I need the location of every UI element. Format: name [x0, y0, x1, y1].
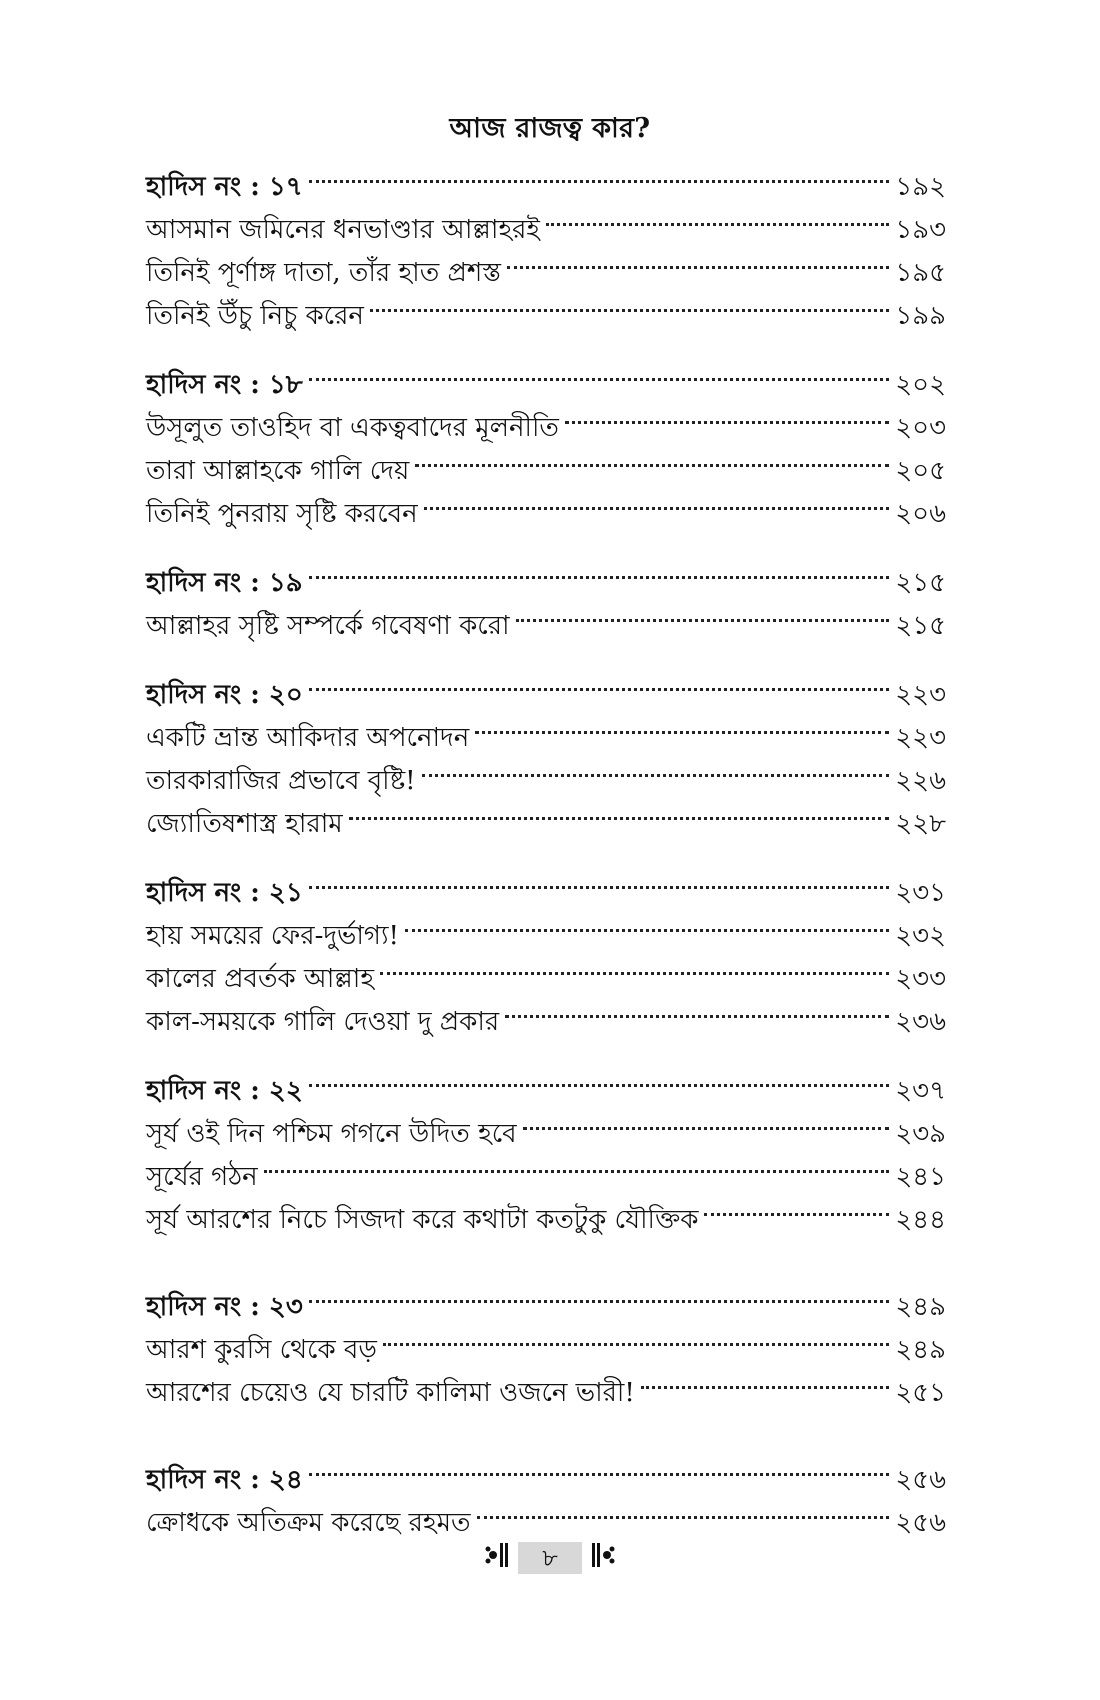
toc-page-number: ২৪৯ [895, 1292, 946, 1322]
toc-entry-label: তারকারাজির প্রভাবে বৃষ্টি! [146, 766, 416, 796]
toc-entry-label: সূর্য আরশের নিচে সিজদা করে কথাটা কতটুকু যৌক্তিক [146, 1205, 699, 1235]
toc-page-number: ১৯২ [895, 172, 946, 202]
toc-page-number: ২১৫ [895, 568, 946, 598]
toc-page-number: ২২৩ [895, 723, 946, 753]
toc-entry-label: তিনিই পুনরায় সৃষ্টি করবেন [146, 499, 418, 529]
ornament-left-icon [482, 1540, 512, 1576]
toc-entry-label: ক্রোধকে অতিক্রম করেছে রহমত [146, 1508, 471, 1538]
page-title: আজ রাজত্ব কার? [449, 113, 651, 144]
toc-entry-label: তিনিই উঁচু নিচু করেন [146, 301, 364, 331]
toc-heading-label: হাদিস নং : ১৭ [146, 172, 303, 202]
toc-page-number: ২০৩ [895, 413, 946, 443]
dot-leader [309, 1056, 890, 1099]
toc-heading[interactable] [146, 858, 946, 908]
dot-leader [349, 789, 890, 832]
toc-heading-label: হাদিস নং : ২৩ [146, 1292, 303, 1322]
page-footer [0, 1540, 1100, 1576]
dot-leader [370, 281, 889, 324]
toc-entry-label: জ্যোতিষশাস্ত্র হারাম [146, 809, 343, 839]
toc-entry[interactable] [146, 1185, 946, 1235]
toc-section [146, 152, 946, 331]
toc-entry-label: হায় সময়ের ফের-দুর্ভাগ্য! [146, 921, 399, 951]
dot-leader [565, 393, 889, 436]
toc-page-number: ২২৬ [895, 766, 946, 796]
toc-entry-label: তিনিই পূর্ণাঙ্গ দাতা, তাঁর হাত প্রশস্ত [146, 258, 501, 288]
dot-leader [507, 238, 889, 281]
toc-section [146, 858, 946, 1037]
dot-leader [641, 1358, 890, 1401]
toc-page-number: ১৯৯ [895, 301, 946, 331]
dot-leader [704, 1185, 889, 1228]
toc-entry-label: আসমান জমিনের ধনভাণ্ডার আল্লাহরই [146, 215, 540, 245]
dot-leader [383, 1315, 889, 1358]
toc-page-number: ২৩৩ [895, 964, 946, 994]
dot-leader [523, 1099, 890, 1142]
table-of-contents [146, 152, 946, 1538]
toc-heading[interactable] [146, 350, 946, 400]
toc-section [146, 548, 946, 641]
toc-page-number: ২৪৪ [895, 1205, 946, 1235]
toc-page-number: ২২৮ [895, 809, 946, 839]
dot-leader [415, 436, 889, 479]
toc-entry-label: উসূলুত তাওহিদ বা একত্ববাদের মূলনীতি [146, 413, 559, 443]
dot-leader [405, 901, 889, 944]
toc-heading[interactable] [146, 152, 946, 202]
dot-leader [424, 479, 890, 522]
toc-heading-label: হাদিস নং : ২০ [146, 680, 303, 710]
toc-page-number: ২৫৬ [895, 1508, 946, 1538]
toc-entry-label: আরশের চেয়েও যে চারটি কালিমা ওজনে ভারী! [146, 1378, 635, 1408]
toc-section [146, 350, 946, 529]
toc-page-number: ২৪১ [895, 1162, 946, 1192]
toc-entry[interactable] [146, 1142, 946, 1192]
toc-page-number: ২২৩ [895, 680, 946, 710]
toc-page-number: ২৩৯ [895, 1119, 946, 1149]
toc-page-number: ২৫৬ [895, 1465, 946, 1495]
dot-leader [309, 152, 890, 195]
toc-page-number: ২৩৬ [895, 1007, 946, 1037]
toc-page-number: ২৩৭ [895, 1076, 946, 1106]
toc-page-number: ২৩১ [895, 878, 946, 908]
toc-page-number: ১৯৩ [895, 215, 946, 245]
toc-entry-label: সূর্যের গঠন [146, 1162, 258, 1192]
toc-heading[interactable] [146, 1445, 946, 1495]
toc-heading[interactable] [146, 1056, 946, 1106]
dot-leader [309, 548, 890, 591]
dot-leader [546, 195, 889, 238]
toc-entry-label: কাল-সময়কে গালি দেওয়া দু প্রকার [146, 1007, 500, 1037]
toc-page-number: ২৫১ [895, 1378, 946, 1408]
dot-leader [475, 703, 889, 746]
toc-page-number: ২০৬ [895, 499, 946, 529]
dot-leader [264, 1142, 890, 1185]
toc-page-number: ২৩২ [895, 921, 946, 951]
dot-leader [309, 858, 890, 901]
ornament-right-icon [588, 1540, 618, 1576]
toc-heading[interactable] [146, 548, 946, 598]
dot-leader [309, 350, 890, 393]
toc-section [146, 1056, 946, 1235]
toc-heading-label: হাদিস নং : ১৯ [146, 568, 303, 598]
dot-leader [422, 746, 890, 789]
toc-page-number: ২০২ [895, 370, 946, 400]
toc-heading[interactable] [146, 1272, 946, 1322]
toc-page-number: ১৯৫ [895, 258, 946, 288]
toc-entry-label: সূর্য ওই দিন পশ্চিম গগনে উদিত হবে [146, 1119, 517, 1149]
page-number: ৮ [518, 1542, 582, 1574]
toc-heading-label: হাদিস নং : ২২ [146, 1076, 303, 1106]
toc-entry-label: আল্লাহর সৃষ্টি সম্পর্কে গবেষণা করো [146, 611, 510, 641]
toc-section [146, 1272, 946, 1408]
dot-leader [309, 660, 890, 703]
dot-leader [309, 1272, 890, 1315]
toc-page-number: ২৪৯ [895, 1335, 946, 1365]
toc-heading-label: হাদিস নং : ২১ [146, 878, 303, 908]
toc-heading-label: হাদিস নং : ২৪ [146, 1465, 303, 1495]
toc-page-number: ২১৫ [895, 611, 946, 641]
toc-heading[interactable] [146, 660, 946, 710]
toc-section [146, 1445, 946, 1538]
toc-entry-label: কালের প্রবর্তক আল্লাহ [146, 964, 374, 994]
dot-leader [380, 944, 889, 987]
dot-leader [516, 591, 890, 634]
dot-leader [309, 1445, 890, 1488]
toc-heading-label: হাদিস নং : ১৮ [146, 370, 303, 400]
toc-entry-label: তারা আল্লাহকে গালি দেয় [146, 456, 410, 486]
dot-leader [505, 987, 889, 1030]
dot-leader [477, 1488, 890, 1531]
toc-entry-label: একটি ভ্রান্ত আকিদার অপনোদন [146, 723, 470, 753]
toc-section [146, 660, 946, 839]
toc-entry-label: আরশ কুরসি থেকে বড় [146, 1335, 377, 1365]
toc-page-number: ২০৫ [895, 456, 946, 486]
